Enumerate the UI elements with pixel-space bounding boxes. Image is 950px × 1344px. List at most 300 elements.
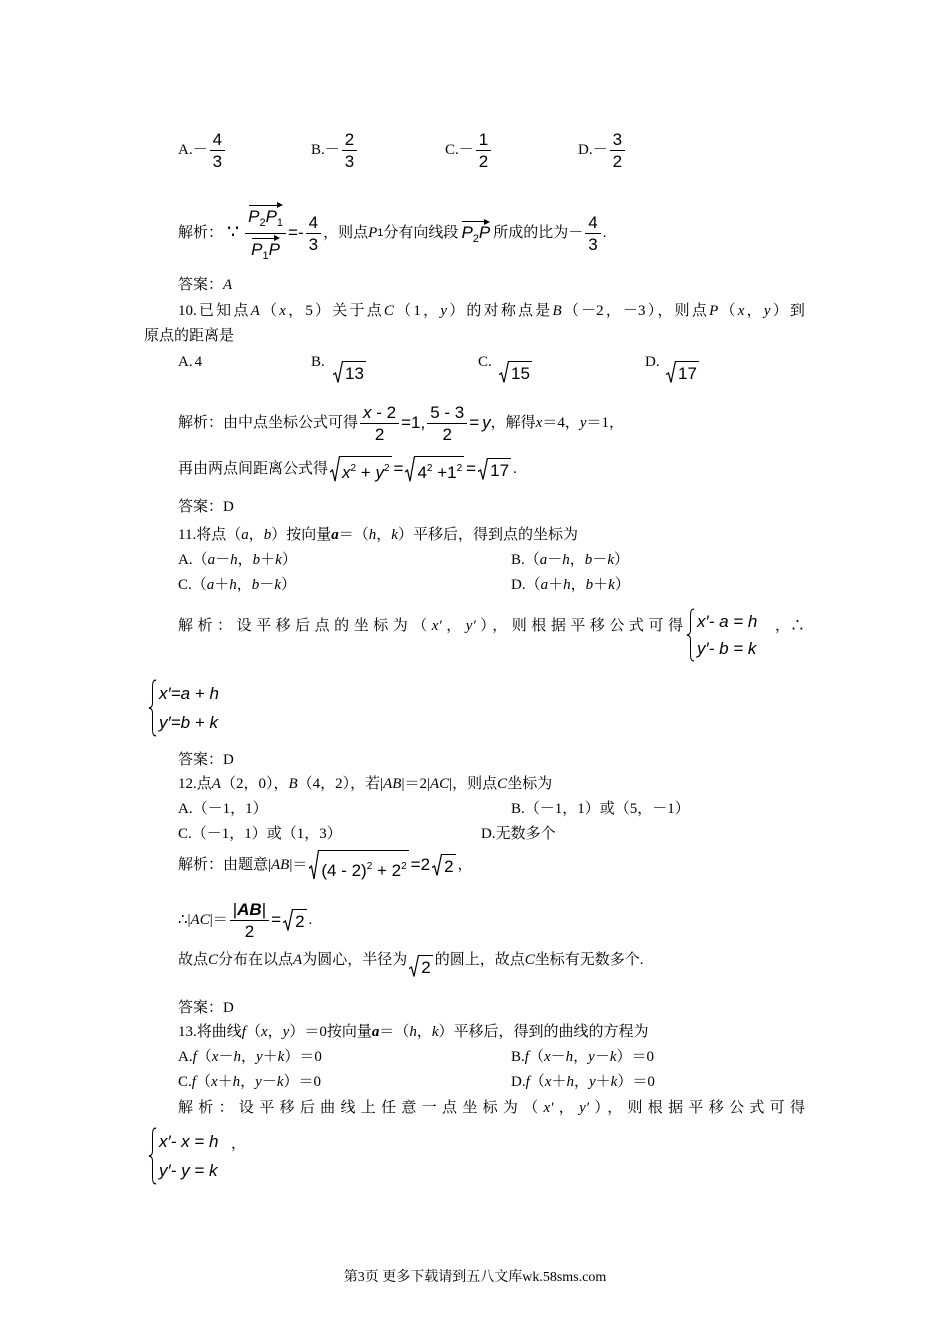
math-variable: y: [255, 1074, 262, 1090]
text-run: C.（: [178, 577, 207, 593]
q10-option-d-label: D.: [645, 354, 660, 370]
math-variable: h: [229, 577, 237, 593]
math-variable: C: [497, 776, 508, 792]
numerator: [230, 900, 269, 921]
q12-option-b: B.（－1，1）或（5，－1）: [511, 801, 690, 817]
text-run: ＝4，: [542, 415, 580, 431]
q10-option-b-label: B.: [311, 354, 325, 370]
option-label: B.: [311, 142, 325, 158]
math-variable: f: [524, 1049, 529, 1065]
text-run: ＋: [260, 552, 276, 568]
sqrt: [499, 361, 532, 384]
equals-sign: =: [466, 459, 477, 478]
point-letter: P: [461, 223, 473, 242]
math-variable: a: [206, 577, 215, 593]
text-run: ）＝0按向量: [289, 1024, 372, 1040]
text-run: （: [259, 303, 280, 319]
text-run: 坐标有无数多个.: [534, 952, 644, 968]
math-variable: x: [544, 1074, 552, 1090]
q13-stem: [178, 1022, 649, 1042]
option-label: C.: [445, 142, 459, 158]
text-runs: [178, 855, 307, 875]
denominator: 3: [344, 151, 355, 171]
text-run: 所成的比为－: [493, 225, 584, 241]
math-variable: y: [579, 415, 587, 431]
math-variable: h: [565, 1049, 574, 1065]
text-run: ＋: [214, 577, 230, 593]
q10-stem: [178, 301, 805, 321]
math-variable: x′: [543, 1100, 554, 1116]
text-runs: [178, 950, 407, 970]
math-variable: y: [588, 1049, 595, 1065]
minus-sign: －: [324, 142, 340, 158]
text-run: （1，: [393, 303, 441, 319]
text-run: ）到: [770, 303, 805, 319]
subscript: 1: [262, 249, 269, 262]
q11-option-c: [178, 575, 296, 595]
text-run: 故点: [178, 952, 209, 968]
denominator: [248, 234, 283, 265]
math-variable: k: [277, 1049, 285, 1065]
math-variable: C: [383, 303, 394, 319]
math-variable: y: [375, 462, 384, 482]
text-run: .: [513, 461, 517, 477]
text-run: ，解得: [490, 415, 536, 431]
text-run: ，: [267, 1024, 283, 1040]
solution-label: 解析：: [178, 225, 224, 241]
operator: +: [432, 462, 448, 482]
radical-icon: [333, 361, 343, 384]
text-run: 解析：设平移后点的坐标为（: [178, 618, 432, 634]
text-run: ）的对称点是: [446, 303, 553, 319]
radical-icon: [666, 361, 676, 384]
q13-equation-system: [148, 1127, 218, 1185]
math-variable: A: [211, 776, 221, 792]
text-run: =1,: [401, 413, 426, 432]
exponent: 2: [401, 860, 407, 872]
math-variable: y: [255, 1049, 263, 1065]
math-variable: k: [609, 1049, 617, 1065]
point-letter: P: [268, 239, 280, 259]
option-label: A.: [178, 354, 193, 370]
text-run: D.（: [511, 577, 541, 593]
option-label: D.: [578, 142, 593, 158]
math-variable: a: [371, 1024, 380, 1040]
q10-option-c-value: [497, 361, 534, 384]
vector-ratio-fraction: [245, 202, 286, 265]
math-variable: k: [607, 552, 614, 568]
exponent: 2: [350, 462, 357, 474]
text-run: - 2: [371, 402, 397, 422]
subscript: 1: [377, 227, 384, 239]
numerator: 5 - 3: [427, 403, 467, 424]
math-variable: h: [563, 577, 571, 593]
math-variable: f: [192, 1049, 197, 1065]
q10-stem-continued: 原点的距离是: [144, 328, 235, 344]
q10-option-d-value: [664, 361, 701, 384]
math-variable: x′: [431, 618, 442, 634]
text-run: ，: [441, 618, 466, 634]
number: 1: [447, 462, 457, 482]
math-variable: y: [763, 303, 771, 319]
text-run: －: [215, 552, 231, 568]
fraction: [342, 130, 357, 171]
radical-icon: [409, 955, 419, 978]
q13-solution: [178, 1098, 805, 1118]
text-run: |＝: [289, 857, 308, 873]
numerator: 2: [342, 130, 357, 151]
radicand: 2: [442, 854, 455, 877]
text-run: －: [550, 1049, 566, 1065]
text-run: ）平移后，得到的曲线的方程为: [438, 1024, 649, 1040]
text-run: ）: [614, 577, 630, 593]
answer-value: D: [223, 499, 234, 515]
q9-option-c: [445, 127, 493, 173]
text-run: .: [308, 912, 313, 928]
math-variable: AC: [190, 912, 210, 928]
subscript: 1: [276, 216, 284, 229]
answer-label: 答案：: [178, 499, 224, 515]
math-variable: k: [391, 527, 398, 543]
text-run: ，: [416, 1024, 432, 1040]
text-run: ＝（: [338, 527, 369, 543]
math-variable: f: [525, 1074, 530, 1090]
sqrt: [330, 456, 392, 483]
equation: y′=b + k: [159, 712, 218, 732]
q11-option-b: [511, 550, 629, 570]
sqrt: [409, 955, 432, 978]
text-run: ，: [457, 857, 473, 873]
q13-option-d: [511, 1072, 655, 1092]
page-footer: 第3页 更多下载请到五八文库wk.58sms.com: [343, 1270, 607, 1285]
fraction: [476, 130, 491, 171]
math-variable: h: [409, 1024, 417, 1040]
answer-value: D: [223, 1000, 234, 1016]
text-run: 分布在以点: [218, 952, 294, 968]
equals-sign: =: [469, 413, 480, 432]
radical-icon: [330, 456, 340, 483]
text-run: －: [594, 1049, 610, 1065]
denominator: 3: [308, 234, 319, 254]
denominator: 2: [244, 921, 255, 941]
radicand: [319, 850, 408, 881]
sqrt: [478, 458, 511, 481]
text-run: （: [718, 303, 738, 319]
numerator: [360, 403, 399, 424]
math-variable: h: [368, 527, 377, 543]
math-variable: x: [342, 462, 351, 482]
q9-option-a: [178, 127, 227, 173]
text-run: B.: [511, 1049, 525, 1065]
math-variable: A: [250, 303, 260, 319]
text-run: |，则点: [449, 776, 498, 792]
because-symbol: ∵: [227, 222, 240, 243]
denominator: 3: [588, 234, 598, 254]
text-run: ＋: [262, 1049, 278, 1065]
q11-equation-system: [686, 608, 757, 662]
radicand: [415, 456, 464, 483]
equation-lines: [159, 679, 219, 737]
text-run: ）按向量: [271, 527, 332, 543]
text-run: 解析：由中点坐标公式可得: [178, 415, 359, 431]
answer-value: D: [223, 752, 234, 768]
text-run: 坐标为: [507, 776, 553, 792]
q11-option-d: [511, 575, 630, 595]
math-variable: AB: [383, 776, 402, 792]
math-variable: b: [252, 552, 261, 568]
q9-option-d: [578, 127, 627, 173]
text-run: ），则根据平移公式可得: [589, 1100, 805, 1116]
operator: +: [356, 462, 376, 482]
radical-icon: [283, 909, 293, 932]
q13-option-c: [178, 1072, 321, 1092]
text-run: B.（: [511, 552, 540, 568]
text-run: 13.将曲线: [178, 1024, 242, 1040]
math-variable: k: [274, 577, 281, 593]
math-variable: y′: [579, 1100, 590, 1116]
math-variable: x: [543, 1049, 551, 1065]
numerator: 4: [210, 130, 225, 151]
radicand: 17: [488, 458, 511, 481]
math-variable: x: [211, 1049, 219, 1065]
answer-label: 答案：: [178, 277, 224, 293]
fraction: [210, 130, 225, 171]
math-variable: x: [737, 303, 745, 319]
text-run: （－2，－3），则点: [561, 303, 710, 319]
equation: y′- b = k: [697, 638, 757, 658]
math-variable: x: [260, 1024, 268, 1040]
text-run: ＝1，: [586, 415, 625, 431]
text-run: －: [259, 577, 275, 593]
term: + 2: [372, 860, 402, 880]
text-run: （: [528, 1049, 544, 1065]
text-run: ）＝0: [616, 1049, 655, 1065]
q12-solution: [178, 843, 473, 887]
text-run: ）: [280, 577, 296, 593]
text-run: ，: [573, 1049, 589, 1065]
math-variable: f: [241, 1024, 246, 1040]
text-run: ）平移后，得到点的坐标为: [397, 527, 578, 543]
math-variable: k: [431, 1024, 439, 1040]
point-letter: P: [368, 225, 378, 241]
math-variable: a: [241, 527, 249, 543]
text-run: ，: [240, 1049, 256, 1065]
math-variable: x: [279, 303, 286, 319]
point-letter: P: [248, 206, 260, 226]
text-run: ＝（: [379, 1024, 410, 1040]
text-run: ∴|: [178, 912, 191, 928]
text-run: ，则点: [323, 225, 369, 241]
fraction: [360, 403, 399, 444]
math-variable: B: [552, 303, 562, 319]
text-runs: [178, 910, 228, 930]
equation-lines: [159, 1127, 218, 1185]
text-run: ）: [613, 552, 629, 568]
vector-p2p: [461, 218, 490, 248]
text-run: ＋: [548, 577, 564, 593]
numerator: 4: [585, 213, 600, 234]
fraction: [427, 403, 467, 444]
math-variable: P: [709, 303, 719, 319]
text-run: 11.将点（: [178, 527, 242, 543]
text-run: .: [602, 225, 607, 241]
minus-sign: －: [458, 142, 474, 158]
math-variable: h: [566, 1074, 574, 1090]
q10-option-a: [178, 352, 202, 372]
numerator: [245, 202, 286, 234]
math-variable: C: [208, 952, 219, 968]
q12-answer: [178, 998, 234, 1018]
sqrt: [283, 909, 306, 932]
text-run: ＋: [551, 1074, 567, 1090]
exponent: 2: [456, 462, 463, 474]
denominator: 2: [612, 151, 623, 171]
q11-answer: [178, 750, 234, 770]
brace-icon: [148, 679, 157, 737]
equation: x′- a = h: [697, 611, 758, 631]
text-run: ，: [553, 1100, 580, 1116]
text-run: |＝2|: [401, 776, 430, 792]
math-variable: a: [207, 552, 216, 568]
subscript: 2: [472, 233, 479, 245]
text-run: －: [592, 552, 608, 568]
point-letter: P: [265, 206, 277, 226]
text-run: ，: [744, 303, 764, 319]
math-variable: x: [210, 1074, 218, 1090]
fraction: [306, 213, 321, 254]
text-run: ，5）关于点: [285, 303, 384, 319]
radicand: 13: [343, 361, 366, 384]
q10-answer: [178, 497, 234, 517]
q11-result-system: [148, 679, 219, 737]
math-variable: y: [440, 303, 447, 319]
text-run: ，: [236, 577, 252, 593]
q12-solution-3: [178, 947, 644, 981]
text-run: （: [529, 1074, 545, 1090]
radicand: 15: [509, 361, 532, 384]
text-run: （: [245, 1024, 261, 1040]
math-variable: x: [363, 402, 372, 422]
answer-label: 答案：: [178, 752, 224, 768]
q10-solution: [178, 400, 624, 446]
radicand: [340, 456, 392, 483]
denominator: 2: [442, 424, 452, 444]
text-run: ），则根据平移公式可得: [475, 618, 683, 634]
math-variable: b: [585, 577, 594, 593]
numerator: 3: [610, 130, 625, 151]
subscript: 2: [259, 216, 266, 229]
q10-solution-2: [178, 452, 517, 486]
sqrt: [309, 850, 408, 881]
brace-icon: [686, 608, 695, 662]
q9-answer: [178, 275, 232, 295]
text-run: ，: [237, 552, 253, 568]
q12-option-c: C.（－1，1）或（1，3）: [178, 826, 342, 842]
text-run: A.: [178, 1049, 193, 1065]
q13-option-b: [511, 1047, 654, 1067]
radicand: 2: [419, 955, 432, 978]
math-variable: b: [584, 552, 593, 568]
text-run: 10.已知点: [178, 303, 251, 319]
q13-option-a: [178, 1047, 322, 1067]
radical-icon: [405, 456, 415, 483]
q11-stem: [178, 525, 578, 545]
q12-solution-2: [178, 897, 312, 943]
math-variable: b: [251, 577, 260, 593]
q12-option-d: D.无数多个: [481, 826, 556, 842]
sqrt: [432, 854, 455, 877]
vector-p2p1: [248, 202, 283, 232]
math-variable: a: [539, 552, 548, 568]
q11-solution: [178, 616, 683, 636]
text-run: |＝: [209, 912, 228, 928]
text-run: ，: [569, 552, 585, 568]
text-run: 再由两点间距离公式得: [178, 461, 329, 477]
numerator: 1: [476, 130, 491, 151]
text-run: ）＝0: [617, 1074, 655, 1090]
text-run: ，: [573, 1074, 589, 1090]
exponent: 2: [366, 860, 373, 872]
equation: y′- y = k: [159, 1160, 218, 1180]
radical-icon: [499, 361, 509, 384]
text-run: －: [261, 1074, 277, 1090]
fraction: [230, 900, 269, 941]
denominator: 2: [374, 424, 385, 444]
text-run: 分有向线段: [383, 225, 459, 241]
math-variable: k: [610, 1074, 618, 1090]
equals-sign: =: [393, 459, 404, 478]
equation: x′=a + h: [159, 683, 219, 703]
therefore-text: ，∴: [775, 618, 806, 634]
math-variable: k: [608, 577, 615, 593]
text-run: 的圆上，故点: [434, 952, 525, 968]
point-letter: P: [478, 223, 491, 242]
equation: x′- x = h: [159, 1131, 219, 1151]
text-run: －: [218, 1049, 234, 1065]
radical-icon: [432, 854, 442, 877]
text-run: 12.点: [178, 776, 212, 792]
abs-bar: |: [232, 899, 238, 919]
math-variable: k: [276, 1074, 284, 1090]
math-variable: h: [233, 1049, 241, 1065]
option-label: A.: [178, 142, 193, 158]
answer-label: 答案：: [178, 1000, 224, 1016]
text-run: ，: [376, 527, 392, 543]
radicand: 17: [676, 361, 699, 384]
fraction: [610, 130, 625, 171]
q10-option-b-value: [331, 361, 368, 384]
text-runs: [435, 950, 644, 970]
exponent: 2: [383, 462, 390, 474]
text-run: ）: [281, 552, 297, 568]
math-variable: AC: [429, 776, 450, 792]
text-run: 解析：设平移后曲线上任意一点坐标为（: [178, 1100, 544, 1116]
text-run: ，: [570, 577, 586, 593]
math-variable: B: [288, 776, 298, 792]
exponent: 2: [426, 462, 433, 474]
minus-sign: －: [192, 142, 208, 158]
denominator: 2: [478, 151, 489, 171]
math-variable: b: [263, 527, 272, 543]
text-run: （2，0），: [220, 776, 289, 792]
q12-option-a: A.（－1，1）: [178, 801, 268, 817]
comma-text: ，: [231, 1136, 247, 1152]
math-variable: AB: [271, 857, 290, 873]
brace-icon: [148, 1127, 157, 1185]
denominator: 3: [212, 151, 223, 171]
text-run: A.（: [178, 552, 208, 568]
answer-value: A: [223, 277, 233, 293]
